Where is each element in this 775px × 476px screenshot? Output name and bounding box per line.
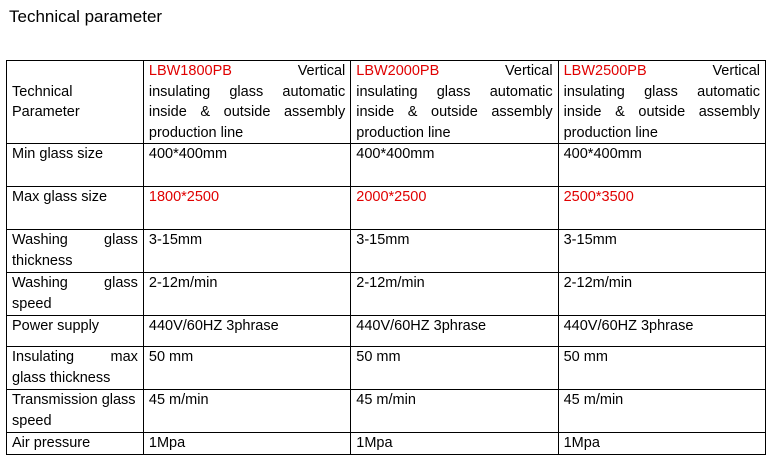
cell-value: 50 mm [558,347,765,390]
cell-value: 400*400mm [143,144,350,187]
cell-value: 50 mm [351,347,558,390]
header-model-1 [143,61,350,144]
model-description-3: Vertical insulating glass automatic inside & outside assembly production line [563,63,760,141]
cell-value: 45 m/min [558,390,765,433]
header-parameter-label: Technical Parameter [7,61,144,144]
row-label-power-supply: Power supply [7,316,144,347]
row-label-insulating-max-glass-thickness: Insulating max glass thickness [7,347,144,390]
model-name-3: LBW2500PB [563,63,647,79]
technical-parameter-table [6,60,766,455]
cell-value: 3-15mm [558,230,765,273]
row-label-air-pressure: Air pressure [7,433,144,455]
header-model-2 [351,61,558,144]
cell-value: 1Mpa [558,433,765,455]
model-name-1: LBW1800PB [148,63,232,79]
table-row [7,230,766,273]
cell-value: 2-12m/min [351,273,558,316]
cell-value: 1Mpa [143,433,350,455]
cell-value: 440V/60HZ 3phrase [351,316,558,347]
cell-value: 1Mpa [351,433,558,455]
table-row [7,273,766,316]
cell-value: 400*400mm [558,144,765,187]
row-label-min-glass-size: Min glass size [7,144,144,187]
cell-value: 50 mm [143,347,350,390]
table-row [7,390,766,433]
cell-value: 45 m/min [143,390,350,433]
row-label-max-glass-size: Max glass size [7,187,144,230]
table-row [7,144,766,187]
model-description-1: Vertical insulating glass automatic inside & outside assembly production line [148,63,346,141]
model-description-2: Vertical insulating glass automatic inside & outside assembly production line [356,63,553,141]
row-label-transmission-glass-speed: Transmission glass speed [7,390,144,433]
row-label-washing-glass-thickness: Washing glass thickness [7,230,144,273]
table-row [7,316,766,347]
cell-value: 440V/60HZ 3phrase [143,316,350,347]
cell-value: 400*400mm [351,144,558,187]
table-row [7,347,766,390]
model-name-2: LBW2000PB [356,63,440,79]
row-label-washing-glass-speed: Washing glass speed [7,273,144,316]
page-title: Technical parameter [9,7,163,26]
cell-value: 3-15mm [351,230,558,273]
cell-value: 45 m/min [351,390,558,433]
cell-value: 1800*2500 [143,187,350,230]
cell-value: 2500*3500 [558,187,765,230]
cell-value: 440V/60HZ 3phrase [558,316,765,347]
cell-value: 2000*2500 [351,187,558,230]
cell-value: 2-12m/min [143,273,350,316]
table-row [7,433,766,455]
table-row [7,187,766,230]
cell-value: 3-15mm [143,230,350,273]
table-header-row [7,61,766,144]
cell-value: 2-12m/min [558,273,765,316]
header-model-3 [558,61,765,144]
